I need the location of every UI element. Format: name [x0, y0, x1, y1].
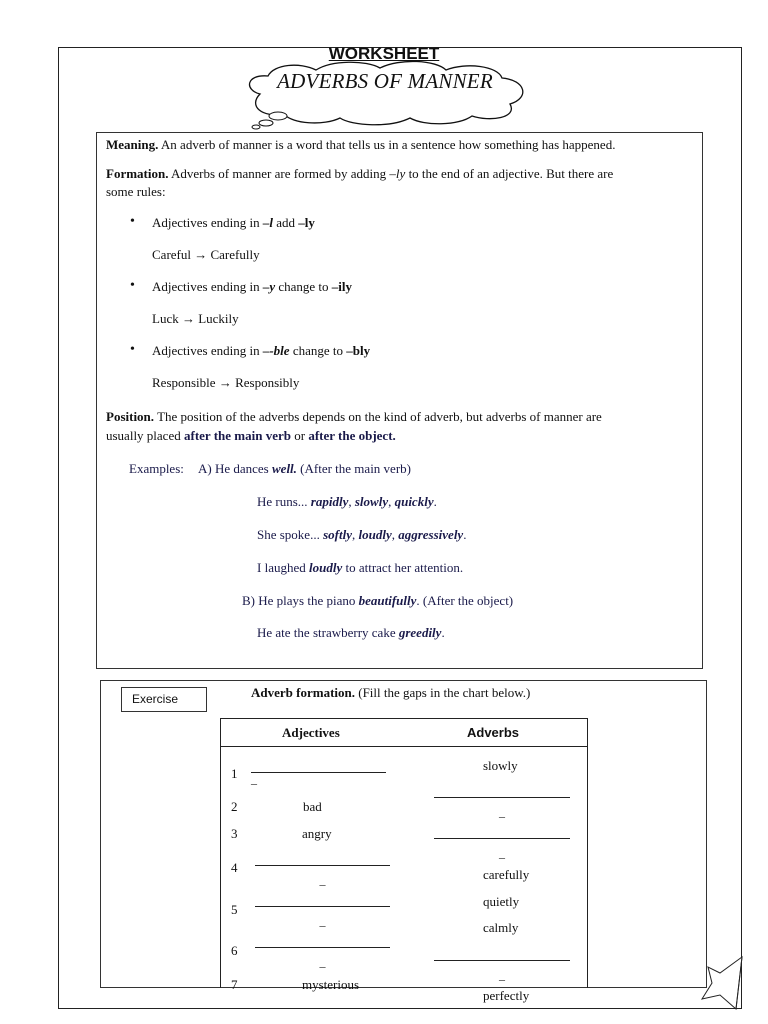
meaning-line — [106, 136, 615, 154]
example-cake: He ate the strawberry cake greedily. — [257, 625, 445, 640]
row-number: 3 — [231, 826, 238, 841]
blank-tail: _ — [319, 914, 326, 928]
position-line-2 — [106, 427, 396, 445]
row-number: 7 — [231, 977, 238, 992]
adjective-cell: mysterious — [302, 977, 360, 992]
row-number: 6 — [231, 943, 238, 958]
rule-1-example — [152, 246, 260, 264]
exercise-tag: Exercise — [121, 687, 207, 712]
exercise-heading-text: (Fill the gaps in the chart below.) — [355, 685, 531, 700]
blank-tail: _ — [319, 873, 326, 887]
rule-3 — [152, 342, 370, 360]
fill-line — [251, 772, 386, 773]
rule-ending: –l — [262, 215, 273, 230]
row-number: 1 — [231, 766, 238, 781]
blank-tail: _ — [499, 805, 505, 819]
fill-line — [434, 960, 570, 961]
blank-tail: _ — [499, 968, 505, 982]
example-adverb: slowly — [354, 494, 389, 509]
example-text: He ate the strawberry cake — [257, 625, 399, 640]
rule-text: Adjectives ending in — [152, 343, 263, 358]
adjective-blank-1[interactable] — [251, 772, 386, 785]
example-laughed — [257, 559, 463, 577]
example-to: Carefully — [210, 247, 260, 262]
explanation-box — [96, 132, 703, 669]
worksheet-label: WORKSHEET — [328, 44, 440, 63]
example-adverb: quickly — [394, 494, 434, 509]
rule-3-example — [152, 374, 299, 392]
rule-result: –ly — [298, 215, 315, 230]
rule-result: –ily — [331, 279, 353, 294]
adverb-cell: perfectly — [483, 988, 530, 1003]
rule-ending: –-ble — [262, 343, 290, 358]
adverb-cell: slowly — [483, 758, 518, 773]
col-header-adjectives: Adjectives — [282, 725, 340, 740]
adjective-cell: angry — [302, 826, 332, 841]
adjective-blank-6[interactable] — [255, 947, 390, 968]
formation-suffix: –ly — [389, 166, 406, 181]
blank-tail: _ — [251, 772, 257, 786]
position-label: Position. — [106, 409, 155, 424]
position-text-cont: usually placed — [106, 428, 184, 443]
example-adverb: well. — [272, 461, 297, 476]
example-b — [242, 592, 513, 610]
fill-line — [255, 906, 390, 907]
example-adverb: aggressively — [398, 527, 464, 542]
position-after-verb: after the main verb — [183, 428, 291, 443]
examples-label: Examples: — [129, 461, 184, 476]
row-number: 2 — [231, 799, 238, 814]
example-adverb: softly — [323, 527, 352, 542]
adverb-blank-2[interactable] — [434, 797, 570, 818]
example-to: Responsibly — [235, 375, 300, 390]
bullet-icon: • — [130, 214, 135, 229]
arrow-icon: → — [181, 311, 195, 326]
row-number: 4 — [231, 860, 238, 875]
rule-mid: change to — [275, 279, 332, 294]
adverb-blank-6[interactable] — [434, 960, 570, 981]
rule-2-example — [152, 310, 239, 328]
formation-line-1 — [106, 165, 613, 183]
bullet-icon: • — [130, 278, 135, 293]
row-number: 5 — [231, 902, 238, 917]
exercise-heading-bold: Adverb formation. — [251, 685, 355, 700]
example-from: Responsible — [152, 375, 216, 390]
blank-tail: _ — [319, 955, 326, 969]
example-note: (After the main verb) — [296, 461, 411, 476]
example-adverb: greedily — [398, 625, 442, 640]
position-line-1 — [106, 408, 602, 426]
position-or: or — [290, 428, 309, 443]
example-to: Luckily — [198, 311, 239, 326]
rule-result: –bly — [346, 343, 371, 358]
position-text: The position of the adverbs depends on the kind of adverb, but adverbs of manner are — [157, 409, 602, 424]
adverb-blank-3[interactable] — [434, 838, 570, 859]
example-note: . (After the object) — [416, 593, 514, 608]
meaning-text: An adverb of manner is a word that tells us in a sentence how something has happened. — [160, 137, 616, 152]
example-spoke: She spoke... softly, loudly, aggressively. — [257, 527, 467, 542]
formation-text-cont: to the end of an adjective. But there are — [405, 166, 614, 181]
col-header-adverbs: Adverbs — [467, 725, 520, 740]
bullet-icon: • — [130, 342, 135, 357]
rule-2 — [152, 278, 352, 296]
formation-label: Formation. — [106, 166, 169, 181]
fill-line — [434, 797, 570, 798]
example-adverb: rapidly — [310, 494, 349, 509]
example-text-end: to attract her attention. — [342, 560, 464, 575]
example-adverb: loudly — [308, 560, 343, 575]
exercise-heading — [251, 684, 530, 702]
example-a — [198, 460, 411, 478]
example-adverb: beautifully — [358, 593, 417, 608]
table-header-divider — [220, 746, 588, 747]
adjective-blank-5[interactable] — [255, 906, 390, 927]
example-runs: He runs... rapidly, slowly, quickly. — [257, 494, 437, 509]
example-text: B) He plays the piano — [242, 593, 359, 608]
adverb-cell: calmly — [483, 920, 519, 935]
page-title: ADVERBS OF MANNER — [277, 69, 493, 93]
formation-line-2: some rules: — [106, 184, 166, 199]
fill-line — [255, 947, 390, 948]
arrow-icon: → — [194, 247, 208, 262]
blank-tail: _ — [499, 846, 505, 860]
meaning-label: Meaning. — [106, 137, 159, 152]
example-adverb: loudly — [358, 527, 392, 542]
adverb-cell: carefully — [483, 867, 530, 882]
example-from: Careful — [152, 247, 191, 262]
example-text: I laughed — [257, 560, 309, 575]
rule-mid: change to — [289, 343, 347, 358]
example-text: She spoke... — [257, 527, 324, 542]
rule-ending: –y — [262, 279, 276, 294]
example-text: A) He dances — [198, 461, 272, 476]
arrow-icon: → — [218, 375, 232, 390]
adverb-cell: quietly — [483, 894, 520, 909]
position-after-object: after the object. — [308, 428, 396, 443]
example-from: Luck — [152, 311, 179, 326]
rule-text: Adjectives ending in — [152, 279, 263, 294]
rule-mid: add — [272, 215, 299, 230]
fill-line — [434, 838, 570, 839]
example-text: He runs... — [257, 494, 311, 509]
fill-line — [255, 865, 390, 866]
rule-text: Adjectives ending in — [152, 215, 263, 230]
adjective-blank-4[interactable] — [255, 865, 390, 886]
formation-text: Adverbs of manner are formed by adding — [171, 166, 390, 181]
adjective-cell: bad — [303, 799, 322, 814]
rule-1 — [152, 214, 315, 232]
